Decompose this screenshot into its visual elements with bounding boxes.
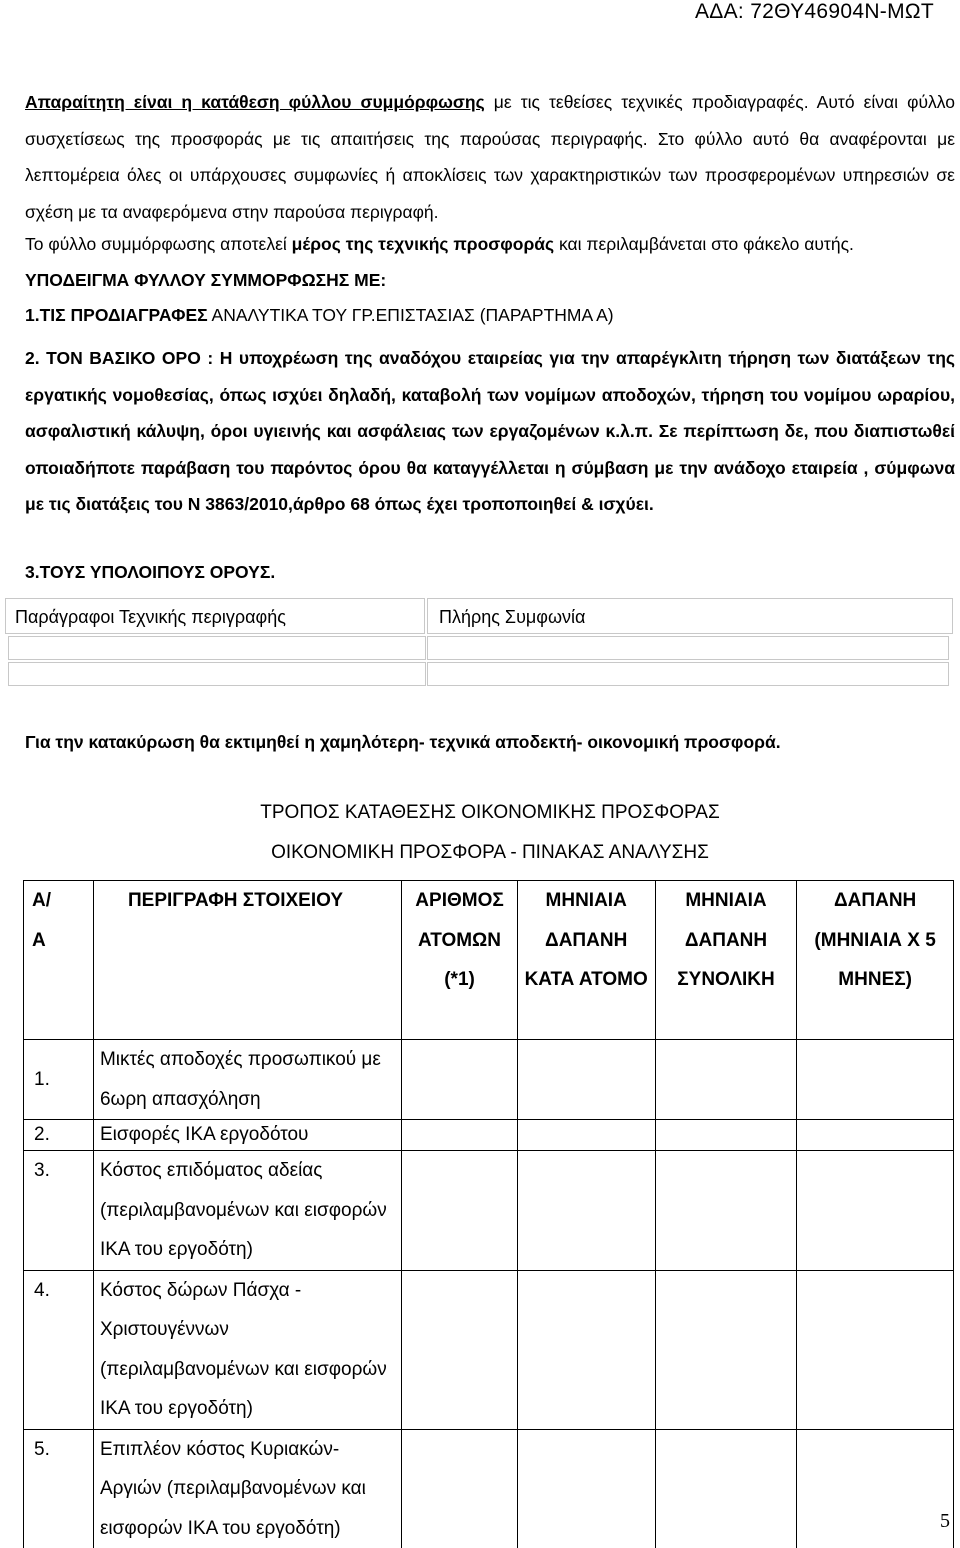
row-cell [655,1151,797,1271]
row-number: 1. [24,1040,94,1120]
header-monthly-per-person: ΜΗΝΙΑΙΑ ΔΑΠΑΝΗ ΚΑΤΑ ΑΤΟΜΟ [517,881,655,1040]
table-row [24,1429,954,1548]
header-monthly-total: ΜΗΝΙΑΙΑ ΔΑΠΑΝΗ ΣΥΝΟΛΙΚΗ [655,881,797,1040]
row-number: 3. [24,1151,94,1271]
compliance-cell [427,636,949,660]
compliance-bold: μέρος της τεχνικής προσφοράς [291,234,555,254]
header-aa: Α/ Α [24,881,94,1040]
compliance-table [5,598,953,690]
intro-bold-phrase: Απαραίτητη είναι η κατάθεση φύλλου συμμόρφωσης [25,92,485,112]
row-cell [517,1151,655,1271]
intro-paragraph [25,84,955,230]
financial-title: ΤΡΟΠΟΣ ΚΑΤΑΘΕΣΗΣ ΟΙΚΟΝΟΜΙΚΗΣ ΠΡΟΣΦΟΡΑΣ [260,802,720,823]
row-cell [797,1429,954,1548]
row-description: Κόστος δώρων Πάσχα - Χριστουγέννων (περιλαμβανομένων και εισφορών ΙΚΑ του εργοδότη) [93,1270,402,1429]
table-header-row [24,881,954,1040]
ada-code: ΑΔΑ: 72ΘΥ46904Ν-ΜΩΤ [694,0,934,23]
row-number: 2. [24,1120,94,1151]
example-title: ΥΠΟΔΕΙΓΜΑ ΦΥΛΛΟΥ ΣΥΜΜΟΡΦΩΣΗΣ ΜΕ: [25,270,387,290]
row-number: 5. [24,1429,94,1548]
row-cell [517,1120,655,1151]
compliance-sentence [25,234,854,255]
row-cell [797,1151,954,1271]
row-cell [517,1429,655,1548]
row-cell [402,1040,517,1120]
row-cell [797,1040,954,1120]
row-cell [797,1120,954,1151]
row-cell [655,1429,797,1548]
award-dot: . [775,732,781,752]
financial-subtitle: ΟΙΚΟΝΟΜΙΚΗ ΠΡΟΣΦΟΡΑ - ΠΙΝΑΚΑΣ ΑΝΑΛΥΣΗΣ [271,842,709,863]
row-description: Μικτές αποδοχές προσωπικού με 6ωρη απασχόληση [93,1040,402,1120]
item-1 [25,305,614,326]
page-number: 5 [940,1510,950,1532]
row-cell [517,1270,655,1429]
row-number: 4. [24,1270,94,1429]
item-3: 3.ΤΟΥΣ ΥΠΟΛΟΙΠΟΥΣ ΟΡΟΥΣ. [25,562,276,582]
intro-rest: με τις τεθείσες τεχνικές προδιαγραφές. Αυτό είναι φύλλο συσχετίσεως της προσφοράς με τις απαιτήσεις της παρούσας περιγραφής. Στο φύλλο αυτό θα αναφέρονται με λεπτομέρεια όλες οι υπάρχουσες συμφωνίες ή αποκλίσεις των χαρακτηριστικών των προσφερομένων υπηρεσιών σε σχέση με τα αναφερόμενα στην παρούσα περιγραφή. [25,92,955,222]
row-cell [402,1270,517,1429]
item-1-bold: 1.ΤΙΣ ΠΡΟΔΙΑΓΡΑΦΕΣ [25,305,208,325]
row-description: Εισφορές ΙΚΑ εργοδότου [93,1120,402,1151]
table-row [24,1151,954,1271]
row-cell [402,1120,517,1151]
table-row [24,1040,954,1120]
compliance-cell [8,662,426,686]
compliance-after: και περιλαμβάνεται στο φάκελο αυτής. [554,234,854,254]
financial-table [23,880,954,1548]
row-description: Κόστος επιδόματος αδείας (περιλαμβανομένων και εισφορών ΙΚΑ του εργοδότη) [93,1151,402,1271]
item-2-paragraph: 2. ΤΟΝ ΒΑΣΙΚΟ ΟΡΟ : Η υποχρέωση της αναδόχου εταιρείας για την απαρέγκλιτη τήρηση των διατάξεων της εργατικής νομοθεσίας, όπως ισχύει δηλαδή, καταβολή των νομίμων αποδοχών, τήρηση του νομίμου ωραρίου, ασφαλιστική κάλυψη, όροι υγιεινής και ασφάλειας των εργαζομένων κ.λ.π. Σε περίπτωση δε, που διαπιστωθεί οποιαδήποτε παράβαση του παρόντος όρου θα καταγγέλλεται η σύμβαση με την ανάδοχο εταιρεία , σύμφωνα με τις διατάξεις του Ν 3863/2010,άρθρο 68 όπως έχει τροποποιηθεί & ισχύει. [25,348,955,515]
row-cell [797,1270,954,1429]
compliance-cell [427,662,949,686]
item-1-rest: ΑΝΑΛΥΤΙΚΑ ΤΟΥ ΓΡ.ΕΠΙΣΤΑΣΙΑΣ (ΠΑΡΑΡΤΗΜΑ Α) [207,305,614,325]
header-description: ΠΕΡΙΓΡΑΦΗ ΣΤΟΙΧΕΙΟΥ [93,881,402,1040]
row-cell [655,1270,797,1429]
compliance-before: Το φύλλο συμμόρφωσης αποτελεί [25,234,292,254]
row-description: Επιπλέον κόστος Κυριακών- Αργιών (περιλαμβανομένων και εισφορών ΙΚΑ του εργοδότη) [93,1429,402,1548]
row-cell [655,1120,797,1151]
award-bold: Για την κατακύρωση θα εκτιμηθεί η χαμηλότερη- τεχνικά αποδεκτή- οικονομική προσφορά [25,732,776,752]
compliance-col1-header: Παράγραφοι Τεχνικής περιγραφής [15,607,286,627]
award-sentence [25,732,781,753]
row-cell [402,1429,517,1548]
header-cost: ΔΑΠΑΝΗ (ΜΗΝΙΑΙΑ Χ 5 ΜΗΝΕΣ) [797,881,954,1040]
compliance-cell [8,636,426,660]
compliance-col2-header: Πλήρης Συμφωνία [439,607,586,627]
table-row [24,1270,954,1429]
row-cell [655,1040,797,1120]
row-cell [517,1040,655,1120]
table-row [24,1120,954,1151]
header-persons: ΑΡΙΘΜΟΣ ΑΤΟΜΩΝ (*1) [402,881,517,1040]
row-cell [402,1151,517,1271]
